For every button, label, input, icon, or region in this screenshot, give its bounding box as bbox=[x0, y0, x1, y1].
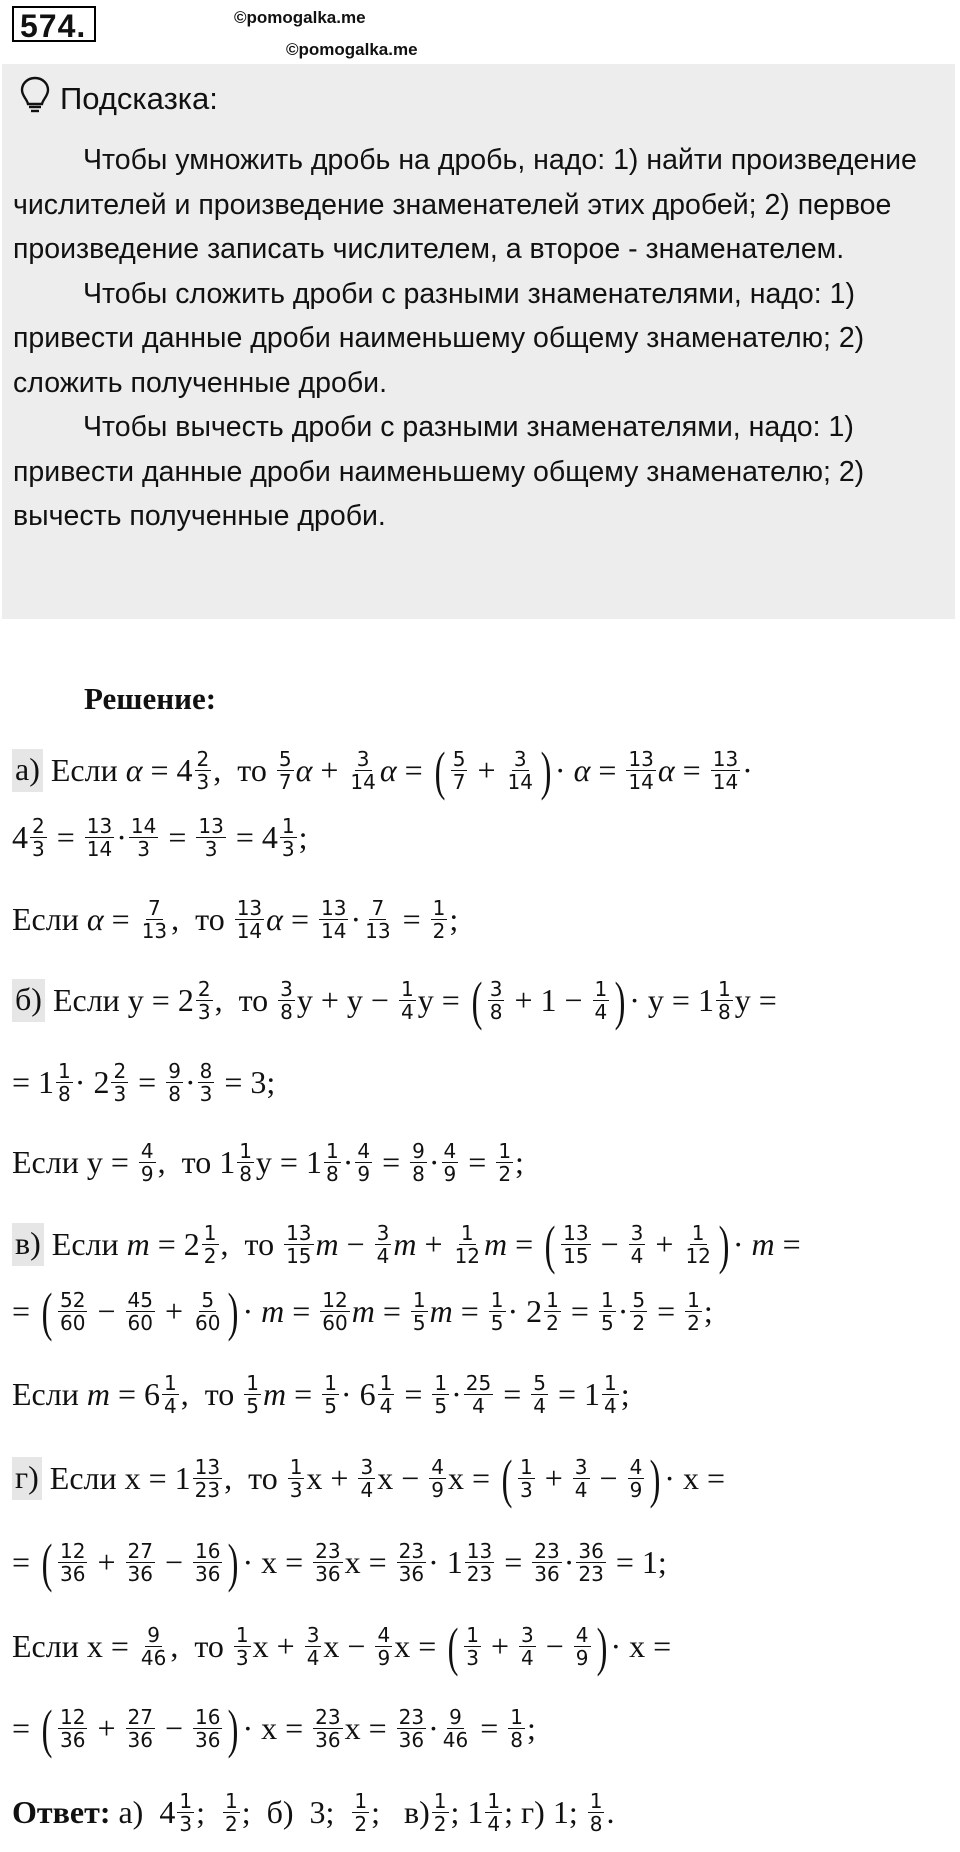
hint-title: Подсказка: bbox=[60, 81, 218, 116]
solution-title: Решение: bbox=[84, 681, 217, 716]
answer-label-v: в) bbox=[404, 1794, 430, 1830]
if-word: Если bbox=[12, 1628, 79, 1664]
solution-line-v1: в) Если m = 2 1 2 , то 13 15 m − 3 4 m + 1 12 m = ( 13 15 − 3 4 + 1 12 ) · m = bbox=[12, 1222, 801, 1267]
solution-line-b3: Если y = 4 9 , то 1 1 8 y = 1 1 8 · 4 9 = 9 8 · 4 9 = 1 2 ; bbox=[12, 1139, 524, 1186]
hint-paragraph: Чтобы сложить дроби с разными знаменателями, надо: 1) привести данные дроби наименьшему общему знаменателю; 2) сложить полученные дроби. bbox=[13, 277, 865, 399]
answer-label-b: б) bbox=[266, 1794, 294, 1830]
exercise-number: 574. bbox=[12, 6, 96, 42]
item-label-g: г) bbox=[12, 1457, 42, 1500]
to-word: то bbox=[195, 901, 225, 937]
if-word: Если bbox=[52, 982, 120, 1018]
hint-paragraph: Чтобы умножить дробь на дробь, надо: 1) найти произведение числителей и произведение знаменателей этих дробей; 2) первое произведение записать числителем, а второе - знаменателем. bbox=[13, 144, 917, 265]
watermark: ©pomogalka.me bbox=[234, 8, 366, 27]
solution-line-g1: г) Если x = 1 13 23 , то 1 3 x + 3 4 x − 4 9 x = ( 1 3 + 3 4 − 4 9 ) · x = bbox=[12, 1456, 725, 1501]
item-label-b: б) bbox=[12, 979, 45, 1022]
solution-line-b1: б) Если y = 2 2 3 , то 3 8 y + y − 1 4 y = ( 3 8 + 1 − 1 4 ) · y = 1 1 8 y = bbox=[12, 978, 777, 1023]
to-word: то bbox=[238, 982, 269, 1018]
solution-line-g2: = ( 12 36 + 27 36 − 16 36 ) · x = 23 36 x = 23 36 · 1 13 23 = 23 36 · 36 23 = 1; bbox=[12, 1532, 667, 1593]
solution-line-a2: 4 2 3 = 13 14 · 14 3 = 13 3 = 4 1 3 ; bbox=[12, 814, 308, 861]
hint-text bbox=[13, 138, 943, 539]
if-word: Если bbox=[12, 1144, 79, 1180]
solution-line-b2: = 1 1 8 · 2 2 3 = 9 8 · 8 3 = 3; bbox=[12, 1059, 276, 1106]
to-word: то bbox=[181, 1144, 212, 1180]
answer-label: Ответ: bbox=[12, 1794, 111, 1830]
item-label-a: а) bbox=[12, 749, 43, 792]
hint-paragraph: Чтобы вычесть дроби с разными знаменателями, надо: 1) привести данные дроби наименьшему общему знаменателю; 2) вычесть полученные дроби. bbox=[13, 411, 865, 532]
item-label-v: в) bbox=[12, 1223, 44, 1266]
answer-label-g: г) bbox=[521, 1794, 545, 1830]
watermark: ©pomogalka.me bbox=[286, 40, 418, 59]
if-word: Если bbox=[50, 752, 118, 788]
solution-line-v2: = ( 52 60 − 45 60 + 5 60 ) · m = 12 60 m = 1 5 m = 1 5 · 2 1 2 = 1 5 · 5 2 = 1 2 ; bbox=[12, 1281, 713, 1342]
solution-line-g3: Если x = 9 46 , то 1 3 x + 3 4 x − 4 9 x = ( 1 3 + 3 4 − 4 9 ) · x = bbox=[12, 1616, 672, 1677]
to-word: то bbox=[237, 752, 267, 788]
to-word: то bbox=[194, 1628, 224, 1664]
if-word: Если bbox=[51, 1226, 119, 1262]
answer-label-a: а) bbox=[118, 1794, 144, 1830]
solution-line-g4: = ( 12 36 + 27 36 − 16 36 ) · x = 23 36 x = 23 36 · 9 46 = 1 8 ; bbox=[12, 1698, 536, 1759]
to-word: то bbox=[248, 1460, 278, 1496]
solution-line-a1: а) Если α = 4 2 3 , то 5 7 α + 3 14 α = ( 5 7 + 3 14 ) · α = 13 14 α = 13 14 · bbox=[12, 748, 753, 793]
lightbulb-icon bbox=[20, 76, 50, 122]
if-word: Если bbox=[49, 1460, 117, 1496]
hint-header bbox=[20, 76, 218, 122]
answer-line: Ответ: а) 4 1 3 ; 1 2 ; б) 3; 1 2 ; в) 1 2 ; 1 1 4 ; г) 1; 1 8 . bbox=[12, 1789, 615, 1836]
solution-line-a3: Если α = 7 13 , то 13 14 α = 13 14 · 7 13 = 1 2 ; bbox=[12, 896, 459, 943]
solution-line-v3: Если m = 6 1 4 , то 1 5 m = 1 5 · 6 1 4 = 1 5 · 25 4 = 5 4 = 1 1 4 ; bbox=[12, 1371, 630, 1418]
if-word: Если bbox=[12, 901, 79, 937]
to-word: то bbox=[244, 1226, 275, 1262]
if-word: Если bbox=[12, 1376, 79, 1412]
to-word: то bbox=[204, 1376, 235, 1412]
